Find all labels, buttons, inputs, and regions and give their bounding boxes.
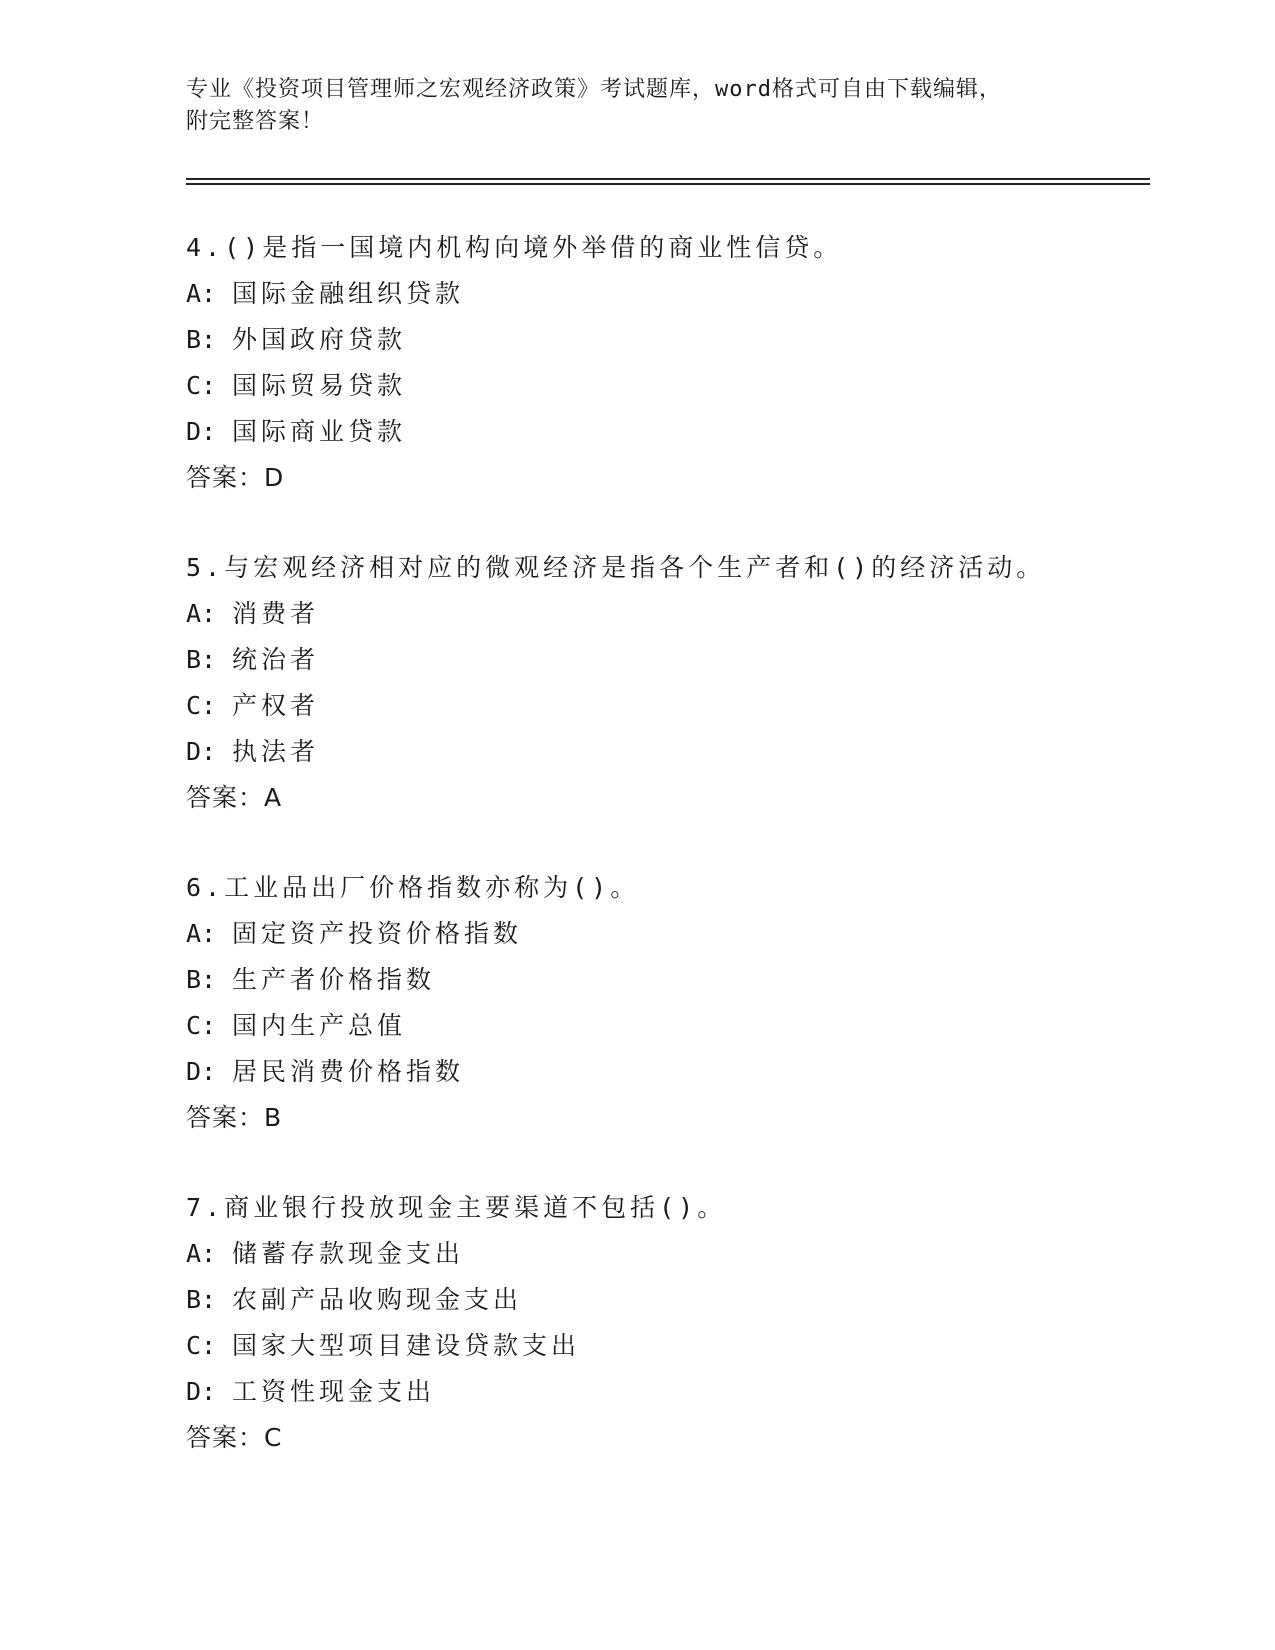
option-key: B: bbox=[186, 1285, 217, 1314]
option-key: B: bbox=[186, 965, 217, 994]
option-c bbox=[186, 683, 1146, 729]
option-key: C: bbox=[186, 1011, 217, 1040]
option-text: 固定资产投资价格指数 bbox=[232, 919, 523, 948]
option-text: 居民消费价格指数 bbox=[232, 1057, 465, 1086]
option-text: 国家大型项目建设贷款支出 bbox=[232, 1331, 581, 1360]
option-key: A: bbox=[186, 919, 217, 948]
option-key: D: bbox=[186, 1057, 217, 1086]
option-text: 统治者 bbox=[232, 645, 320, 674]
option-text: 外国政府贷款 bbox=[232, 325, 407, 354]
document-header bbox=[186, 74, 1066, 138]
option-key: A: bbox=[186, 279, 217, 308]
option-c bbox=[186, 363, 1146, 409]
option-key: C: bbox=[186, 371, 217, 400]
option-key: D: bbox=[186, 737, 217, 766]
option-text: 消费者 bbox=[232, 599, 320, 628]
option-d bbox=[186, 1369, 1146, 1415]
option-c bbox=[186, 1323, 1146, 1369]
header-divider-top bbox=[186, 178, 1150, 180]
option-a bbox=[186, 1231, 1146, 1277]
option-b bbox=[186, 317, 1146, 363]
option-c bbox=[186, 1003, 1146, 1049]
answer-line: 答案：A bbox=[186, 783, 283, 812]
option-key: B: bbox=[186, 645, 217, 674]
option-key: D: bbox=[186, 1377, 217, 1406]
question-block bbox=[186, 545, 1146, 821]
option-a bbox=[186, 591, 1146, 637]
option-b bbox=[186, 957, 1146, 1003]
option-b bbox=[186, 637, 1146, 683]
option-key: C: bbox=[186, 1331, 217, 1360]
option-d bbox=[186, 409, 1146, 455]
answer-line: 答案：D bbox=[186, 463, 285, 492]
option-text: 产权者 bbox=[232, 691, 320, 720]
answer-line: 答案：B bbox=[186, 1103, 283, 1132]
option-key: A: bbox=[186, 599, 217, 628]
question-stem: 5.与宏观经济相对应的微观经济是指各个生产者和()的经济活动。 bbox=[186, 553, 1046, 582]
question-block bbox=[186, 865, 1146, 1141]
option-text: 国内生产总值 bbox=[232, 1011, 407, 1040]
option-key: C: bbox=[186, 691, 217, 720]
answer-line: 答案：C bbox=[186, 1423, 283, 1452]
header-divider-bottom bbox=[186, 183, 1150, 185]
header-line-2: 附完整答案！ bbox=[186, 109, 325, 134]
option-text: 执法者 bbox=[232, 737, 320, 766]
option-text: 国际商业贷款 bbox=[232, 417, 407, 446]
option-text: 生产者价格指数 bbox=[232, 965, 436, 994]
option-text: 国际金融组织贷款 bbox=[232, 279, 465, 308]
option-text: 工资性现金支出 bbox=[232, 1377, 436, 1406]
option-d bbox=[186, 1049, 1146, 1095]
option-key: D: bbox=[186, 417, 217, 446]
question-block bbox=[186, 1185, 1146, 1461]
option-text: 储蓄存款现金支出 bbox=[232, 1239, 465, 1268]
header-line-1: 专业《投资项目管理师之宏观经济政策》考试题库，word格式可自由下载编辑， bbox=[186, 77, 1002, 102]
option-key: A: bbox=[186, 1239, 217, 1268]
option-a bbox=[186, 271, 1146, 317]
option-d bbox=[186, 729, 1146, 775]
question-stem: 4.()是指一国境内机构向境外举借的商业性信贷。 bbox=[186, 233, 843, 262]
option-text: 农副产品收购现金支出 bbox=[232, 1285, 523, 1314]
question-stem: 6.工业品出厂价格指数亦称为()。 bbox=[186, 873, 640, 902]
question-block bbox=[186, 225, 1146, 501]
option-b bbox=[186, 1277, 1146, 1323]
option-key: B: bbox=[186, 325, 217, 354]
question-stem: 7.商业银行投放现金主要渠道不包括()。 bbox=[186, 1193, 727, 1222]
option-text: 国际贸易贷款 bbox=[232, 371, 407, 400]
option-a bbox=[186, 911, 1146, 957]
